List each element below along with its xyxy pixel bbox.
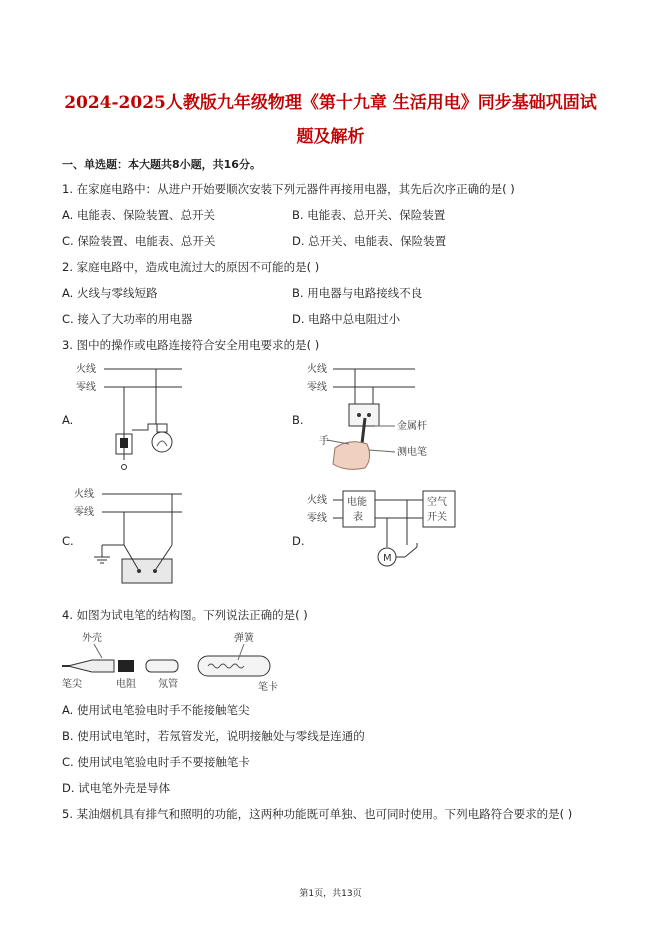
q2-option-c: C. 接入了大功率的用电器 bbox=[62, 312, 193, 326]
q3-diagram-a bbox=[72, 360, 192, 475]
document-title-line2: 题及解析 bbox=[296, 127, 365, 147]
shell-label: 外壳 bbox=[82, 633, 102, 644]
air-switch-label-2: 开关 bbox=[427, 512, 447, 523]
q3-diagram-c bbox=[72, 485, 192, 590]
q4-option-b: B. 使用试电笔时，若氖管发光，说明接触处与零线是连通的 bbox=[62, 729, 365, 743]
q4-stem: 4. 如图为试电笔的结构图。下列说法正确的是( ) bbox=[62, 608, 308, 622]
document-title-line1: 2024-2025人教版九年级物理《第十九章 生活用电》同步基础巩固试 bbox=[64, 93, 597, 113]
q3-stem: 3. 图中的操作或电路连接符合安全用电要求的是( ) bbox=[62, 338, 320, 352]
fire-line-label-d: 火线 bbox=[307, 495, 327, 506]
q2-stem: 2. 家庭电路中，造成电流过大的原因不可能的是( ) bbox=[62, 260, 320, 274]
q3-diagram-b bbox=[305, 360, 455, 475]
q2-option-b: B. 用电器与电路接线不良 bbox=[292, 286, 423, 300]
zero-line-label: 零线 bbox=[76, 382, 96, 393]
tip-label: 笔尖 bbox=[62, 679, 82, 690]
q4-option-c: C. 使用试电笔验电时手不要接触笔卡 bbox=[62, 755, 250, 769]
q2-option-d: D. 电路中总电阻过小 bbox=[292, 312, 401, 326]
fire-line-label: 火线 bbox=[76, 364, 96, 375]
q3-option-c-label: C. bbox=[62, 534, 74, 548]
fire-line-label-c: 火线 bbox=[74, 489, 94, 500]
hand-label: 手 bbox=[319, 436, 329, 447]
q5-stem: 5. 某油烟机具有排气和照明的功能，这两种功能既可单独、也可同时使用。下列电路符合要求的是( ) bbox=[62, 807, 573, 821]
tester-label: 测电笔 bbox=[397, 447, 427, 458]
meter-label-1: 电能 bbox=[347, 497, 367, 508]
section-heading: 一、单选题：本大题共8小题，共16分。 bbox=[62, 158, 261, 171]
resistor-label: 电阻 bbox=[116, 679, 136, 690]
q4-option-a: A. 使用试电笔验电时手不能接触笔尖 bbox=[62, 703, 250, 717]
q2-option-a: A. 火线与零线短路 bbox=[62, 286, 158, 300]
zero-line-label-c: 零线 bbox=[74, 507, 94, 518]
motor-label: M bbox=[383, 553, 392, 564]
air-switch-label-1: 空气 bbox=[427, 497, 447, 508]
q3-option-b-label: B. bbox=[292, 413, 304, 427]
meter-label-2: 表 bbox=[353, 512, 363, 523]
q3-diagram-d bbox=[305, 485, 465, 580]
spring-label: 弹簧 bbox=[234, 633, 254, 644]
q4-option-d: D. 试电笔外壳是导体 bbox=[62, 781, 171, 795]
zero-line-label-d: 零线 bbox=[307, 513, 327, 524]
clip-label: 笔卡 bbox=[258, 682, 278, 693]
metal-rod-label: 金属杆 bbox=[397, 421, 427, 432]
q1-stem: 1. 在家庭电路中：从进户开始要顺次安装下列元器件再接用电器，其先后次序正确的是( ) bbox=[62, 182, 515, 196]
q1-option-b: B. 电能表、总开关、保险装置 bbox=[292, 208, 446, 222]
zero-line-label-b: 零线 bbox=[307, 382, 327, 393]
q1-option-d: D. 总开关、电能表、保险装置 bbox=[292, 234, 447, 248]
q3-option-a-label: A. bbox=[62, 413, 74, 427]
neon-tube-label: 氖管 bbox=[158, 679, 178, 690]
q4-tester-structure-diagram bbox=[62, 630, 322, 693]
page-footer: 第1页，共13页 bbox=[299, 889, 362, 899]
fire-line-label-b: 火线 bbox=[307, 364, 327, 375]
q1-option-a: A. 电能表、保险装置、总开关 bbox=[62, 208, 215, 222]
q3-option-d-label: D. bbox=[292, 534, 305, 548]
q1-option-c: C. 保险装置、电能表、总开关 bbox=[62, 234, 216, 248]
